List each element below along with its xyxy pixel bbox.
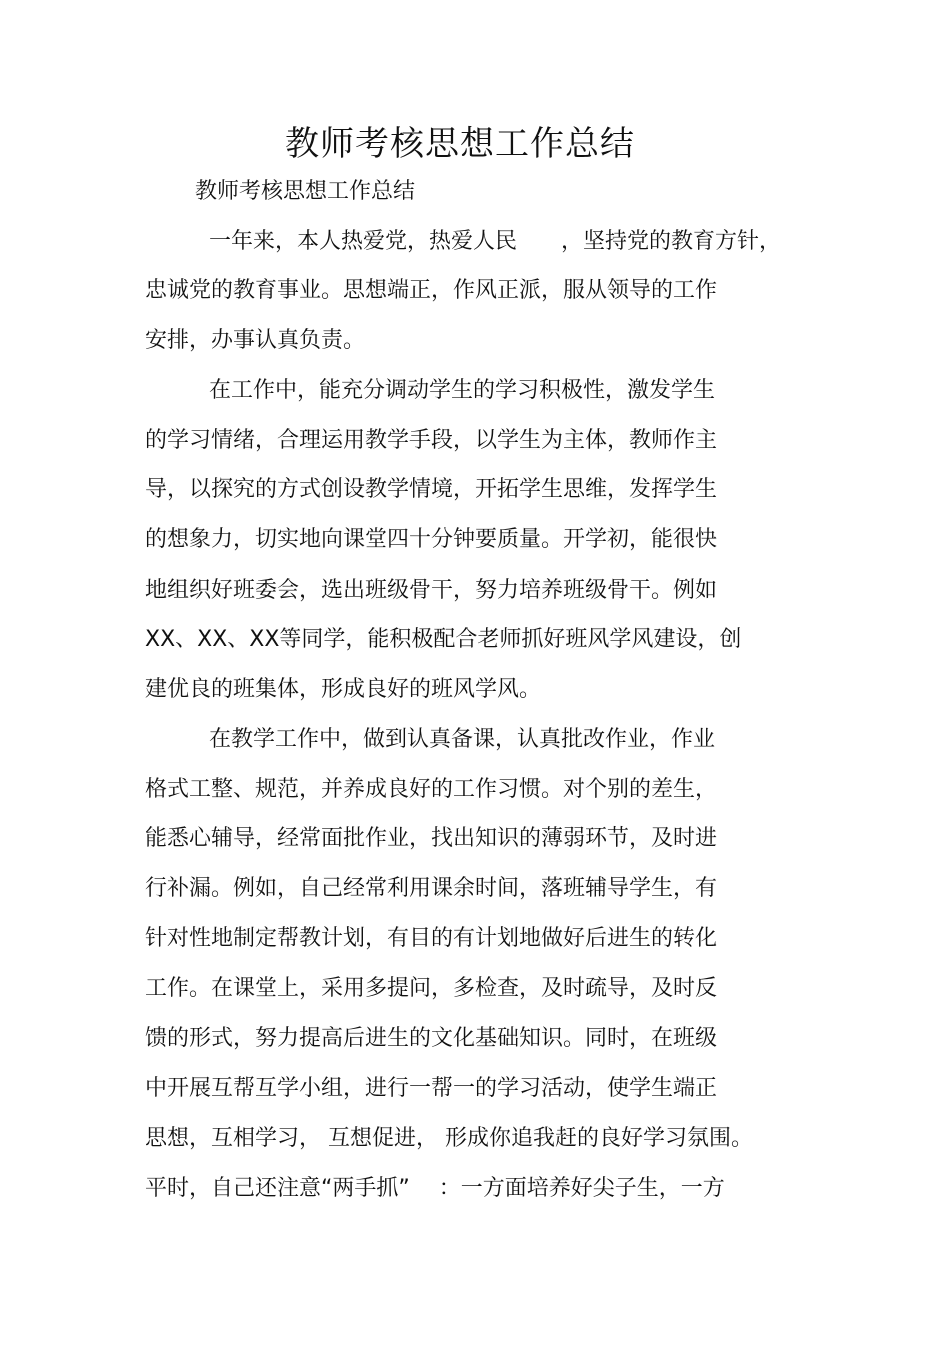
paragraph-2-line-1: 在工作中，能充分调动学生的学习积极性，激发学生 — [209, 378, 716, 403]
paragraph-3-line-7: 馈的形式，努力提高后进生的文化基础知识。同时，在班级 — [145, 1026, 718, 1051]
paragraph-2-line-7: 建优良的班集体，形成良好的班风学风。 — [145, 677, 542, 702]
paragraph-3-line-8: 中开展互帮互学小组，进行一帮一的学习活动，使学生端正 — [145, 1076, 718, 1101]
paragraph-1-line-3: 安排，办事认真负责。 — [145, 328, 366, 353]
paragraph-3-line-2: 格式工整、规范，并养成良好的工作习惯。对个别的差生， — [145, 777, 718, 802]
paragraph-3-line-5: 针对性地制定帮教计划，有目的有计划地做好后进生的转化 — [145, 926, 718, 951]
paragraph-2-line-6: XX、XX、XX等同学，能积极配合老师抓好班风学风建设，创 — [145, 627, 742, 652]
paragraph-1-line-1: 一年来，本人热爱党，热爱人民 ，坚持党的教育方针， — [209, 229, 782, 254]
document-title: 教师考核思想工作总结 — [285, 124, 635, 164]
paragraph-3-line-3: 能悉心辅导，经常面批作业，找出知识的薄弱环节，及时进 — [145, 826, 718, 851]
paragraph-2-line-4: 的想象力，切实地向课堂四十分钟要质量。开学初，能很快 — [145, 527, 718, 552]
paragraph-2-line-5: 地组织好班委会，选出班级骨干，努力培养班级骨干。例如 — [145, 578, 718, 603]
document-subtitle: 教师考核思想工作总结 — [195, 179, 416, 204]
paragraph-2-line-3: 导，以探究的方式创设教学情境，开拓学生思维，发挥学生 — [145, 477, 718, 502]
paragraph-3-line-1: 在教学工作中，做到认真备课，认真批改作业，作业 — [209, 727, 716, 752]
paragraph-1-line-2: 忠诚党的教育事业。思想端正，作风正派，服从领导的工作 — [145, 278, 718, 303]
paragraph-3-line-6: 工作。在课堂上，采用多提问，多检查，及时疏导，及时反 — [145, 976, 718, 1001]
paragraph-2-line-2: 的学习情绪，合理运用教学手段，以学生为主体，教师作主 — [145, 428, 718, 453]
paragraph-3-line-4: 行补漏。例如，自己经常利用课余时间，落班辅导学生，有 — [145, 876, 718, 901]
paragraph-3-line-9: 思想，互相学习， 互想促进， 形成你追我赶的良好学习氛围。 — [145, 1126, 753, 1151]
paragraph-3-line-10: 平时，自己还注意“两手抓” ：一方面培养好尖子生，一方 — [145, 1176, 725, 1201]
